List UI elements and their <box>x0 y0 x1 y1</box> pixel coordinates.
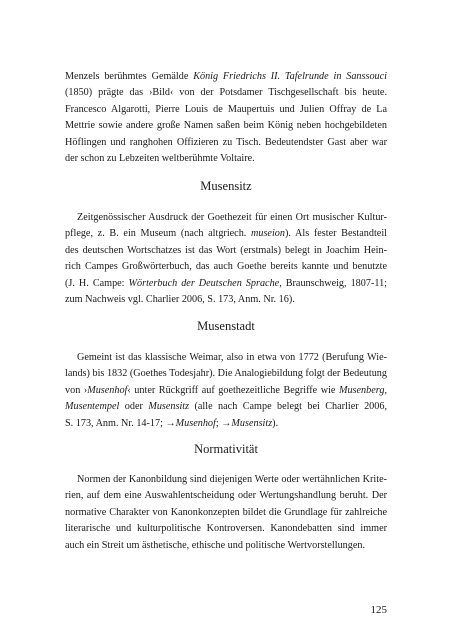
normativitaet-paragraph <box>65 472 387 554</box>
text-line: S. 173, Anm. Nr. 14-17; →Musenhof; →Musensitz). <box>65 417 279 429</box>
heading-musenstadt: Musenstadt <box>197 319 255 333</box>
text-line: Gemeint ist das klassische Weimar, also in etwa von 1772 (Berufung Wie- <box>77 352 387 363</box>
musensitz-paragraph <box>65 210 387 308</box>
text-line: (J. H. Campe: Wörterbuch der Deutschen Sprache, Braunschweig, 1807-11; <box>65 277 387 289</box>
text-line: Francesco Algarotti, Pierre Louis de Maupertuis und Julien Offray de La <box>65 103 387 115</box>
text-line: lands) bis 1832 (Goethes Todesjahr). Die Analogiebildung folgt der Bedeutung <box>65 368 387 380</box>
text-line: normative Charakter von Kanonkonzepten bildet die Grundlage für zahlreiche <box>65 506 387 518</box>
heading-musensitz: Musensitz <box>200 179 252 193</box>
text-line: Höflingen und ranghohen Offizieren zu Tisch. Bedeutendster Gast aber war <box>65 136 387 148</box>
text-line: rich Campes Großwörterbuch, das auch Goethe bereits kannte und benutzte <box>65 261 387 273</box>
text-line: der schon zu Lebzeiten weltberühmte Voltaire. <box>65 153 255 165</box>
text-line: des deutschen Wortschatzes ist das Wort (erstmals) belegt in Joachim Hein- <box>65 244 387 256</box>
text-line: pflege, z. B. ein Museum (nach altgriech. museion). Als fester Bestandteil <box>65 228 387 240</box>
musenstadt-paragraph <box>65 350 387 432</box>
text-line: Normen der Kanonbildung sind diejenigen Werte oder wertähnlichen Krite- <box>77 474 387 485</box>
text-line: Musentempel oder Musensitz (alle nach Campe belegt bei Charlier 2006, <box>65 401 387 413</box>
text-line: Mettrie sowie andere große Namen saßen beim König neben hochgebildeten <box>65 120 387 132</box>
intro-paragraph <box>65 69 387 167</box>
text-line: zum Nachweis vgl. Charlier 2006, S. 173, Anm. Nr. 16). <box>65 294 295 306</box>
text-line: auch ein Streit um ästhetische, ethische und politische Wertvorstellungen. <box>65 539 366 551</box>
text-line: literarische und kulturpolitische Kontroversen. Kanondebatten sind immer <box>65 523 387 535</box>
text-line: Zeitgenössischer Ausdruck der Goethezeit für einen Ort musischer Kultur- <box>77 212 387 223</box>
text-line: (1850) prägte das ›Bild‹ von der Potsdamer Tischgesellschaft bis heute. <box>65 87 387 99</box>
text-line: Menzels berühmtes Gemälde König Friedrichs II. Tafelrunde in Sanssouci <box>65 71 387 82</box>
page-number: 125 <box>370 604 387 616</box>
text-line: von ›Musenhof‹ unter Rückgriff auf goethezeitliche Begriffe wie Musenberg, <box>65 384 387 396</box>
text-line: rien, auf dem eine Auswahlentscheidung oder Wertungshandlung beruht. Der <box>65 490 387 502</box>
heading-normativitaet: Normativität <box>194 442 258 456</box>
